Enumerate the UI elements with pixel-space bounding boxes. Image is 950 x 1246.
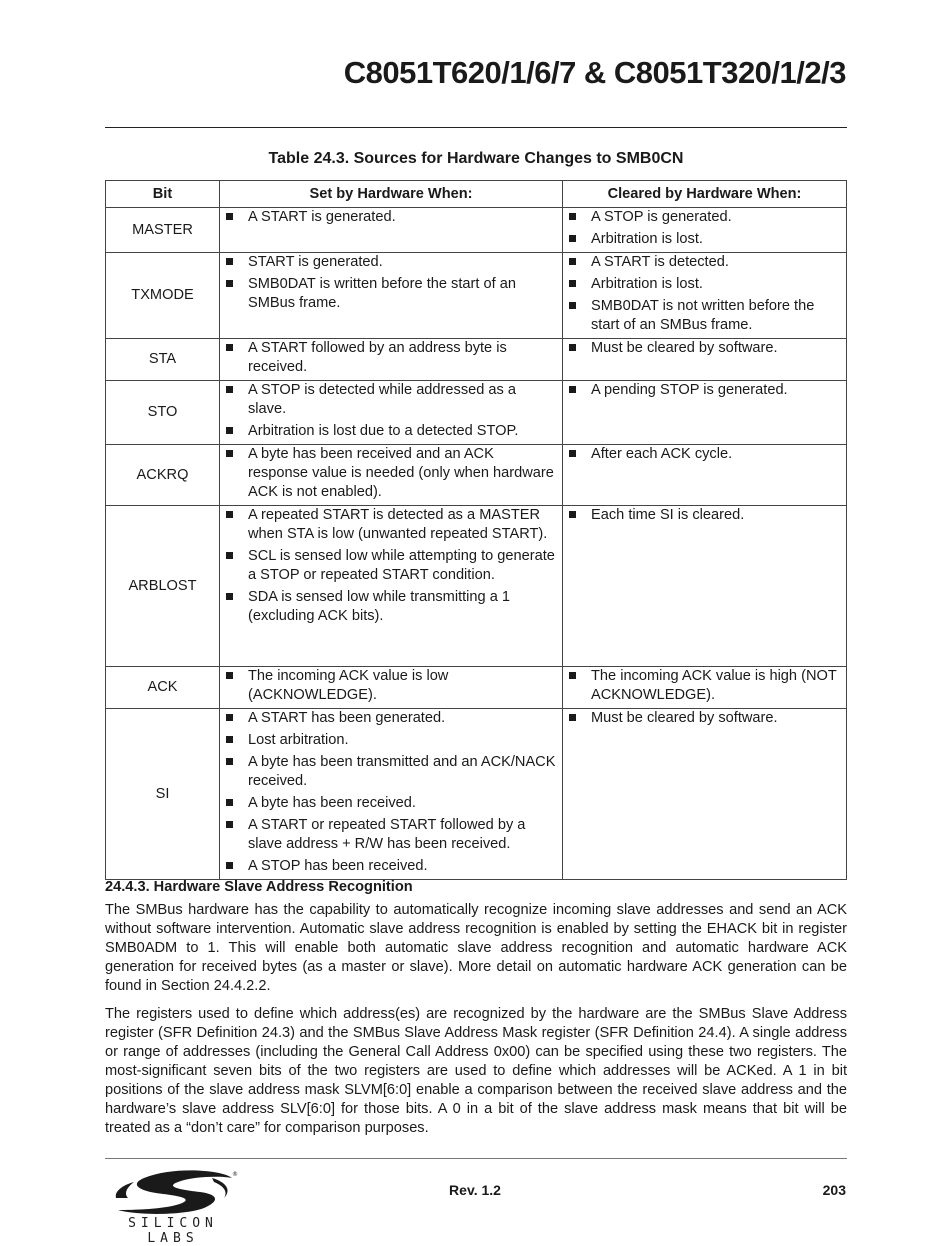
cleared-conditions-cell [563, 253, 847, 339]
page-number: 203 [822, 1182, 846, 1198]
condition-item: A START or repeated START followed by a slave address + R/W has been received. [248, 816, 556, 854]
set-conditions-list [220, 445, 562, 502]
set-conditions-list [220, 339, 562, 377]
condition-item: Arbitration is lost due to a detected STOP. [248, 422, 556, 441]
condition-item: SCL is sensed low while attempting to generate a STOP or repeated START condition. [248, 548, 555, 583]
condition-item: A START is generated. [248, 208, 556, 227]
condition-item: The incoming ACK value is high (NOT ACKNOWLEDGE). [591, 667, 840, 705]
cleared-conditions-list [563, 208, 846, 249]
logo-wordmark: SILICON LABS [128, 1216, 218, 1246]
table-row [106, 667, 847, 709]
set-conditions-cell [220, 208, 563, 253]
section-paragraph: The registers used to define which address(es) are recognized by the hardware are the SMBus Slave Address register (SFR Definition 24.3) and the SMBus Slave Address Mask register (SFR Definition 24.4). A single address or range of addresses (including the General Call Address 0x00) can be specified using these two registers. The most-significant seven bits of the two registers are used to define which addresses will be ACKed. A 1 in bit positions of the slave address mask SLVM[6:0] enable a comparison between the received slave address and the hardware’s slave address SLV[6:0] for those bits. A 0 in a bit of the slave address mask means that bit will be treated as a “don’t care” for comparison purposes. [105, 1006, 847, 1136]
set-conditions-list [220, 709, 562, 876]
bit-name-cell: TXMODE [106, 253, 220, 339]
cleared-conditions-cell [563, 667, 847, 709]
table-row [106, 253, 847, 339]
set-conditions-list [220, 667, 562, 705]
cleared-conditions-cell [563, 208, 847, 253]
table-row [106, 445, 847, 506]
section-slave-address-recognition [105, 878, 847, 1147]
cleared-conditions-cell [563, 381, 847, 445]
set-conditions-cell [220, 339, 563, 381]
table-row [106, 339, 847, 381]
cleared-conditions-list [563, 506, 846, 525]
bit-name-cell: STO [106, 381, 220, 445]
set-conditions-cell [220, 253, 563, 339]
cleared-conditions-cell [563, 339, 847, 381]
section-heading: 24.4.3. Hardware Slave Address Recognition [105, 879, 413, 895]
bit-name-cell: ACK [106, 667, 220, 709]
bit-name-cell: STA [106, 339, 220, 381]
cleared-conditions-list [563, 667, 846, 705]
bit-name-cell: ARBLOST [106, 506, 220, 667]
condition-item: The incoming ACK value is low (ACKNOWLEDGE). [248, 667, 556, 705]
bit-name-cell: ACKRQ [106, 445, 220, 506]
set-conditions-list [220, 506, 562, 626]
condition-item: A byte has been received. [248, 794, 556, 813]
set-conditions-cell [220, 667, 563, 709]
cleared-conditions-list [563, 445, 846, 464]
cleared-conditions-cell [563, 506, 847, 667]
condition-item: A byte has been received and an ACK response value is needed (only when hardware ACK is not enabled). [248, 445, 556, 502]
bit-name-cell: MASTER [106, 208, 220, 253]
condition-item: Must be cleared by software. [591, 339, 840, 358]
column-header-bit: Bit [106, 181, 220, 208]
hardware-sources-table [105, 180, 847, 880]
set-conditions-cell [220, 381, 563, 445]
condition-item: Arbitration is lost. [591, 275, 840, 294]
condition-item: SMB0DAT is written before the start of an SMBus frame. [248, 275, 556, 313]
set-conditions-list [220, 381, 562, 441]
table-row [106, 709, 847, 880]
condition-item: Arbitration is lost. [591, 230, 840, 249]
condition-item: A STOP is generated. [591, 208, 840, 227]
cleared-conditions-cell [563, 709, 847, 880]
condition-item: A repeated START is detected as a MASTER when STA is low (unwanted repeated START). [248, 506, 556, 544]
cleared-conditions-list [563, 709, 846, 728]
set-conditions-cell [220, 445, 563, 506]
header-rule [105, 127, 847, 128]
condition-item: A byte has been transmitted and an ACK/NACK received. [248, 754, 556, 789]
bit-name-cell: SI [106, 709, 220, 880]
footer-rule [105, 1158, 847, 1159]
condition-item: Lost arbitration. [248, 731, 556, 750]
condition-item: Each time SI is cleared. [591, 506, 840, 525]
column-header-cleared: Cleared by Hardware When: [563, 181, 847, 208]
condition-item: START is generated. [248, 253, 556, 272]
document-title: C8051T620/1/6/7 & C8051T320/1/2/3 [343, 55, 846, 90]
condition-item: After each ACK cycle. [591, 445, 840, 464]
condition-item: A START followed by an address byte is received. [248, 339, 556, 377]
cleared-conditions-cell [563, 445, 847, 506]
table-row [106, 381, 847, 445]
column-header-set: Set by Hardware When: [220, 181, 563, 208]
table-header-row [106, 181, 847, 208]
table-row [106, 208, 847, 253]
condition-item: Must be cleared by software. [591, 709, 840, 728]
svg-text:®: ® [232, 1171, 238, 1178]
cleared-conditions-list [563, 339, 846, 358]
revision-label: Rev. 1.2 [449, 1182, 501, 1198]
set-conditions-cell [220, 506, 563, 667]
cleared-conditions-list [563, 381, 846, 400]
table-body [106, 208, 847, 880]
set-conditions-list [220, 253, 562, 313]
condition-item: A STOP has been received. [248, 857, 556, 876]
table-caption: Table 24.3. Sources for Hardware Changes to SMB0CN [268, 150, 684, 167]
table-row [106, 506, 847, 667]
set-conditions-cell [220, 709, 563, 880]
condition-item: A pending STOP is generated. [591, 381, 840, 400]
condition-item: A START is detected. [591, 253, 840, 272]
condition-item: SMB0DAT is not written before the start of an SMBus frame. [591, 297, 840, 335]
section-paragraph: The SMBus hardware has the capability to automatically recognize incoming slave addresses and send an ACK without software intervention. Automatic slave address recognition is enabled by setting the EHACK bit in register SMB0ADM to 1. This will enable both automatic slave address recognition and automatic hardware ACK generation for received bytes (as a master or slave). More detail on automatic hardware ACK generation can be found in Section 24.4.2.2. [105, 902, 847, 994]
condition-item: A START has been generated. [248, 709, 556, 728]
set-conditions-list [220, 208, 562, 227]
cleared-conditions-list [563, 253, 846, 335]
condition-item: A STOP is detected while addressed as a slave. [248, 381, 556, 419]
condition-item: SDA is sensed low while transmitting a 1 (excluding ACK bits). [248, 588, 556, 626]
